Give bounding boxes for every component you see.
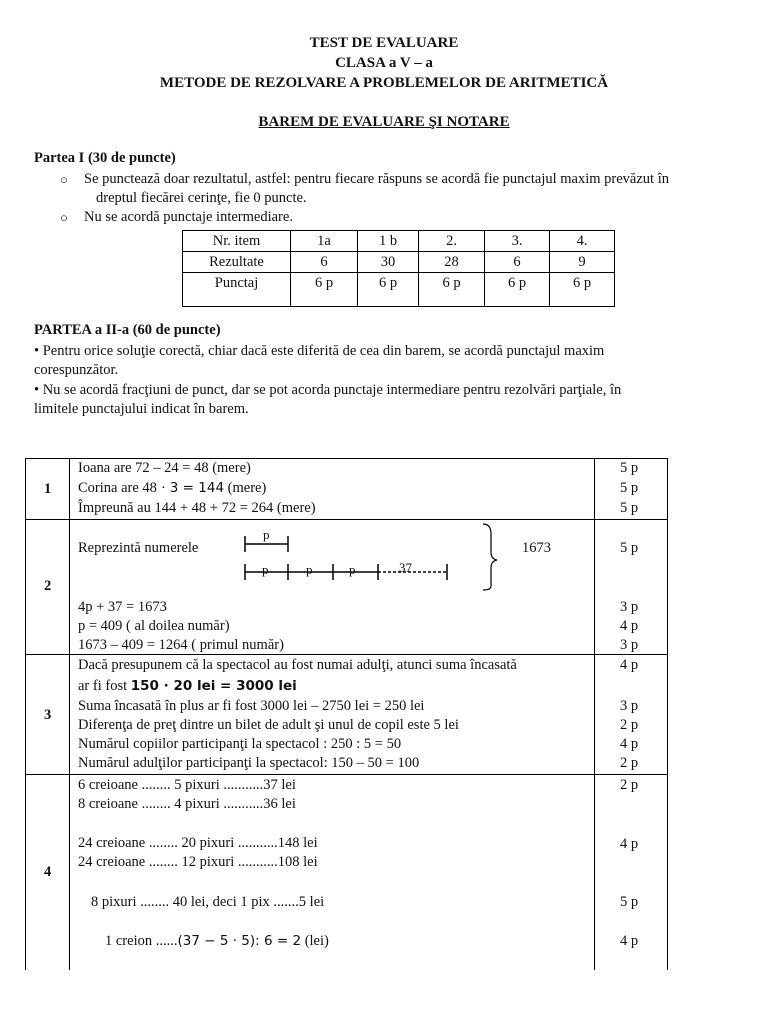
scoring-title: BAREM DE EVALUARE ŞI NOTARE: [258, 114, 510, 130]
item3-line1: Dacă presupunem că la spectacol au fost numai adulţi, atunci suma încasată: [78, 657, 517, 673]
grid-border: [667, 458, 668, 970]
table-cell: Punctaj: [183, 273, 291, 307]
item3-line4: Diferenţa de preţ dintre un bilet de adult şi unul de copil este 5 lei: [78, 717, 459, 733]
total-value: 1673: [522, 540, 551, 556]
table-cell: 28: [419, 252, 485, 273]
table-cell: 6 p: [358, 273, 419, 307]
item4-line3: 24 creioane ........ 20 pixuri ...........148 lei: [78, 835, 318, 851]
item2-line2: p = 409 ( al doilea număr): [78, 618, 230, 634]
segment-label: p: [306, 562, 313, 577]
segment-label: p: [349, 562, 356, 577]
grid-divider: [69, 458, 70, 970]
points: 3 p: [620, 637, 639, 653]
brace-icon: [483, 524, 497, 590]
item4-line6: 1 creion ......(37 − 5 · 5): 6 = 2 (lei): [105, 933, 329, 949]
part1-heading: Partea I (30 de puncte): [34, 150, 176, 166]
item-number: 1: [44, 481, 52, 497]
part2-note1-line1: • Pentru orice soluţie corectă, chiar dacă este diferită de cea din barem, se acordă punctajul maxim: [34, 343, 605, 359]
segment-diagram: [235, 522, 505, 592]
table-cell: 6 p: [419, 273, 485, 307]
grid-divider: [25, 774, 668, 775]
item4-line4: 24 creioane ........ 12 pixuri ...........108 lei: [78, 854, 318, 870]
table-cell: 9: [550, 252, 615, 273]
grid-divider: [594, 458, 595, 970]
bullet-circle-icon: ○: [60, 210, 68, 225]
points: 4 p: [620, 836, 639, 852]
part2-note2-line2: limitele punctajului indicat în barem.: [34, 401, 249, 417]
points: 5 p: [620, 540, 639, 556]
item-number: 3: [44, 707, 52, 723]
item2-line1: 4p + 37 = 1673: [78, 599, 167, 615]
table-cell: 6: [291, 252, 358, 273]
item2-represent-label: Reprezintă numerele: [78, 540, 199, 556]
item2-line3: 1673 – 409 = 1264 ( primul număr): [78, 637, 284, 653]
part1-rule-line2: dreptul fiecărei cerinţe, fie 0 puncte.: [96, 190, 307, 206]
item3-line2: ar fi fost 150 · 20 lei = 3000 lei: [78, 678, 297, 694]
part1-rule-line1: Se punctează doar rezultatul, astfel: pentru fiecare răspuns se acordă fie punctajul maxim prevăzut în: [84, 171, 669, 187]
points: 4 p: [620, 657, 639, 673]
table-cell: 6 p: [485, 273, 550, 307]
table-cell: 6: [485, 252, 550, 273]
table-cell: 1 b: [358, 231, 419, 252]
table-cell: 1a: [291, 231, 358, 252]
points: 5 p: [620, 500, 639, 516]
table-cell: 3.: [485, 231, 550, 252]
item-number: 2: [44, 578, 52, 594]
item3-line3: Suma încasată în plus ar fi fost 3000 lei – 2750 lei = 250 lei: [78, 698, 425, 714]
item1-line1: Ioana are 72 – 24 = 48 (mere): [78, 460, 251, 476]
table-cell: 6 p: [550, 273, 615, 307]
part2-note2-line1: • Nu se acordă fracţiuni de punct, dar se pot acorda punctaje intermediare pentru rezolvări parţiale, în: [34, 382, 622, 398]
points: 5 p: [620, 894, 639, 910]
item4-line1: 6 creioane ........ 5 pixuri ...........37 lei: [78, 777, 296, 793]
grid-divider: [25, 519, 668, 520]
results-table: [182, 230, 615, 307]
points: 2 p: [620, 717, 639, 733]
table-row: [183, 231, 615, 252]
part2-heading: PARTEA a II-a (60 de puncte): [34, 322, 221, 338]
item-number: 4: [44, 864, 52, 880]
bullet-circle-icon: ○: [60, 172, 68, 187]
points: 5 p: [620, 480, 639, 496]
table-cell: 30: [358, 252, 419, 273]
item4-line5: 8 pixuri ........ 40 lei, deci 1 pix .......5 lei: [91, 894, 325, 910]
points: 5 p: [620, 460, 639, 476]
table-cell: Nr. item: [183, 231, 291, 252]
points: 2 p: [620, 755, 639, 771]
segment-label: p: [262, 562, 269, 577]
class-title: CLASA a V – a: [335, 55, 433, 71]
item3-line5: Numărul copiilor participanţi la spectacol : 250 : 5 = 50: [78, 736, 402, 752]
segment-label: p: [263, 527, 270, 542]
item1-line3: Împreună au 144 + 48 + 72 = 264 (mere): [78, 500, 316, 516]
item3-line6: Numărul adulţilor participanţi la spectacol: 150 – 50 = 100: [78, 755, 420, 771]
part1-rule2: Nu se acordă punctaje intermediare.: [84, 209, 293, 225]
table-cell: 4.: [550, 231, 615, 252]
points: 2 p: [620, 777, 639, 793]
segment-label: 37: [399, 560, 412, 575]
scoring-grid: [25, 458, 668, 970]
table-cell: 2.: [419, 231, 485, 252]
points: 4 p: [620, 933, 639, 949]
points: 4 p: [620, 618, 639, 634]
table-cell: 6 p: [291, 273, 358, 307]
table-row: [183, 252, 615, 273]
table-cell: Rezultate: [183, 252, 291, 273]
table-row: [183, 273, 615, 307]
points: 4 p: [620, 736, 639, 752]
points: 3 p: [620, 698, 639, 714]
grid-border: [25, 458, 26, 970]
points: 3 p: [620, 599, 639, 615]
doc-title: TEST DE EVALUARE: [309, 35, 459, 51]
part2-note1-line2: corespunzător.: [34, 362, 119, 378]
item1-line2: Corina are 48 · 3 = 144 (mere): [78, 480, 267, 496]
item4-line2: 8 creioane ........ 4 pixuri ...........36 lei: [78, 796, 296, 812]
topic-title: METODE DE REZOLVARE A PROBLEMELOR DE ARITMETICĂ: [159, 75, 609, 91]
